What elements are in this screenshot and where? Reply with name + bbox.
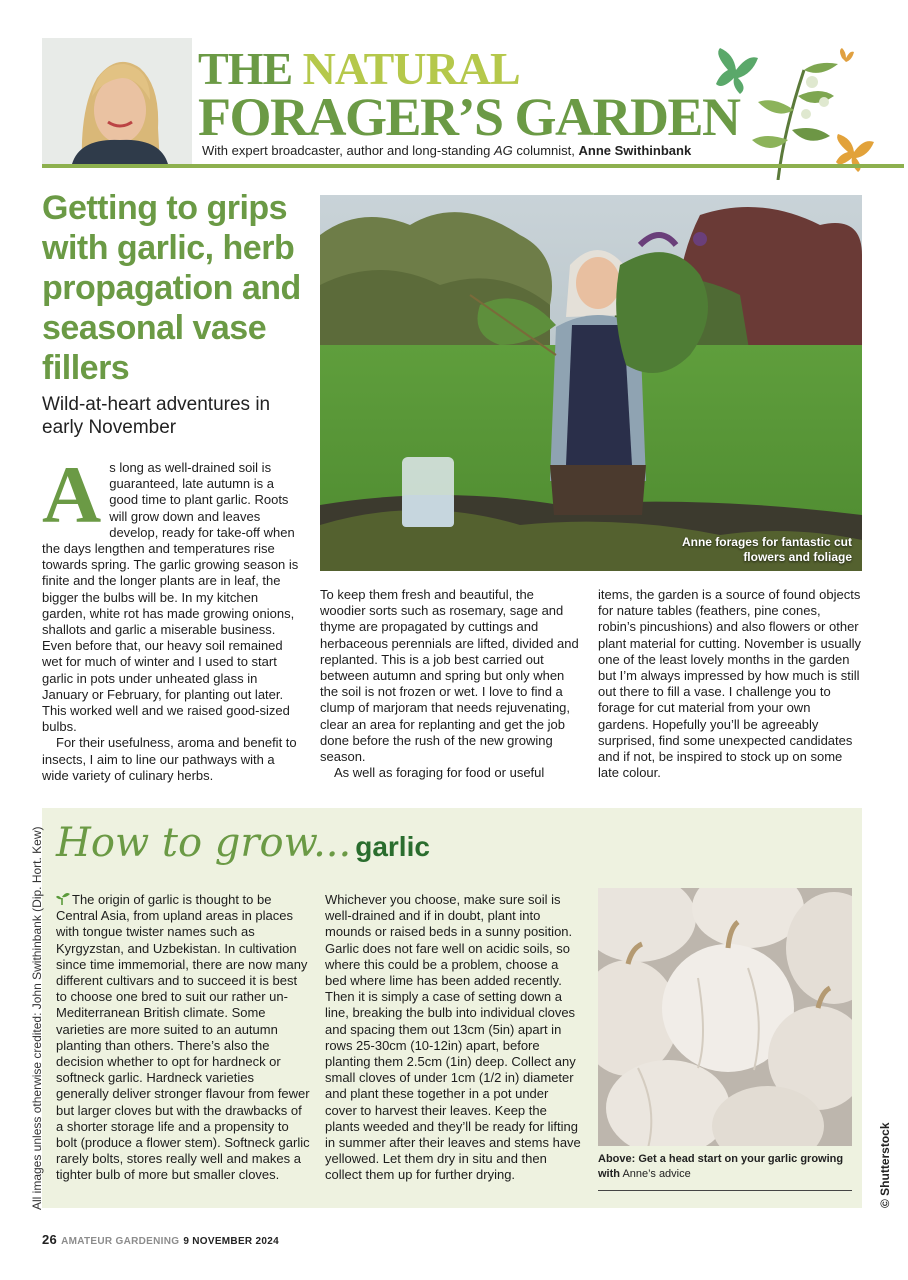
sprout-icon	[56, 892, 70, 905]
byline-mag: AG	[493, 143, 513, 158]
how-to-grow-heading	[56, 820, 430, 866]
howto-column-2	[325, 892, 583, 1184]
howto-paragraph: The origin of garlic is thought to be Central Asia, from upland areas in places with tongue twister names such as Kyrgyzstan, and Uzbekistan. In cultivation since time immemorial, there are now many different cultivars and to succeed it is best to choose one bred to suit our rather un-Mediterranean British climate. Some varieties are more suited to an autumn planting than others. There’s also the decision whether to opt for hardneck or softneck garlic. Hardneck varieties generally deliver stronger flavour from fewer but larger cloves but with the drawbacks of a shorter storage life and a propensity to bolt (produce a flower stem). Softneck garlic rarely bolts, stores really well and makes a tighter bulb of more but smaller cloves.	[56, 892, 310, 1183]
how-to-grow-box	[42, 808, 862, 1208]
title-foragers-garden: FORAGER’S GARDEN	[198, 87, 740, 147]
body-paragraph: items, the garden is a source of found objects for nature tables (feathers, pine cones, robin’s pincushions) and also flowers or other plant material for cutting. November is usually one of the least lovely months in the garden but I’m always impressed by how much is still out there to fill a vase. I challenge you to forage for cut material from your own gardens. Hopefully you’ll be agreeably surprised, find some unexpected candidates and if not, be inspired to stock up on some late colour.	[598, 587, 862, 781]
author-portrait	[42, 38, 192, 164]
page-footer	[42, 1232, 279, 1247]
howto-column-1	[56, 892, 310, 1184]
main-photo	[320, 195, 862, 571]
body-paragraph: s long as well-drained soil is guaranteed, late autumn is a good time to plant garlic. Roots will grow down and leaves develop, ready for take-off when the days lengthen and temperatures rise towards spring. The garlic growing season is finite and the longer plants are in leaf, the bigger the bulbs will be. In my kitchen garden, white rot has made growing onions, shallots and garlic a miserable business. Even before that, our heavy soil remained wet for much of winter and I used to start garlic in pots under unheated glass in January or February, for planting out later. This worked well and we raised good-sized bulbs.	[42, 460, 299, 735]
garlic-photo	[598, 888, 852, 1146]
body-column-3	[598, 587, 862, 781]
article-headline: Getting to grips with garlic, herb propagation and seasonal vase fillers	[42, 189, 301, 387]
caption-rule	[598, 1190, 852, 1191]
howto-paragraph: Whichever you choose, make sure soil is well-drained and if in doubt, plant into mounds or raised beds in a sunny position. Garlic does not fare well on acidic soils, so where this could be a problem, choose a bed where lime has been added recently. Then it is simply a case of setting down a line, breaking the bulb into individual cloves and spacing them out 13cm (5in) apart in rows 25-30cm (10-12in) apart, before planting them 2.5cm (1in) deep. Collect any small cloves of under 1cm (1/2 in) diameter and plant these together in a pot under cover to harvest their leaves. Keep the plants weeded and they’ll be ready for lifting in summer after their leaves and stems have yellowed. Let them dry in situ and then collect them up for further drying.	[325, 892, 581, 1183]
byline-mid: columnist,	[512, 143, 579, 158]
byline-pre: With expert broadcaster, author and long-standing	[202, 143, 494, 158]
dropcap: A	[42, 449, 102, 540]
how-to-grow-subject: garlic	[355, 831, 430, 862]
page-number: 26	[42, 1232, 58, 1247]
series-title	[198, 43, 758, 147]
title-natural: NATURAL	[302, 43, 520, 94]
issue-date: 9 NOVEMBER 2024	[183, 1236, 279, 1247]
garlic-photo-caption	[598, 1152, 852, 1182]
byline-author: Anne Swithinbank	[578, 143, 692, 158]
title-the: THE	[198, 43, 293, 94]
body-column-2	[320, 587, 582, 781]
butterfly-plant-illustration	[708, 40, 904, 180]
header-rule	[42, 164, 904, 168]
how-to-grow-script: How to grow...	[56, 820, 352, 866]
body-column-1	[42, 449, 304, 784]
article-standfirst: Wild-at-heart adventures in early November	[42, 394, 271, 438]
caption-lead: Above:	[598, 1153, 639, 1165]
caption-rest: Anne’s advice	[622, 1168, 691, 1180]
byline	[202, 143, 691, 158]
body-paragraph: As well as foraging for food or useful	[334, 765, 545, 781]
caption-bold: Get a head start on your garlic growing with	[598, 1153, 844, 1180]
body-paragraph: To keep them fresh and beautiful, the woodier sorts such as rosemary, sage and thyme are propagated by cuttings and herbaceous perennials are lifted, divided and replanted. This is a job best carried out between autumn and spring but only when the soil is not frozen or wet. I love to find a clump of marjoram that needs rejuvenating, clear an area for replanting and get the job done before the rush of the new growing season.	[320, 587, 579, 765]
shutterstock-credit: © Shutterstock	[878, 1122, 892, 1208]
body-paragraph: For their usefulness, aroma and benefit to insects, I aim to line our pathways with a wide variety of culinary herbs.	[42, 735, 297, 783]
magazine-name: AMATEUR GARDENING	[61, 1236, 180, 1247]
image-credit: All images unless otherwise credited: John Swithinbank (Dip. Hort. Kew)	[30, 826, 44, 1210]
main-photo-caption: Anne forages for fantastic cut flowers and foliage	[681, 535, 852, 564]
